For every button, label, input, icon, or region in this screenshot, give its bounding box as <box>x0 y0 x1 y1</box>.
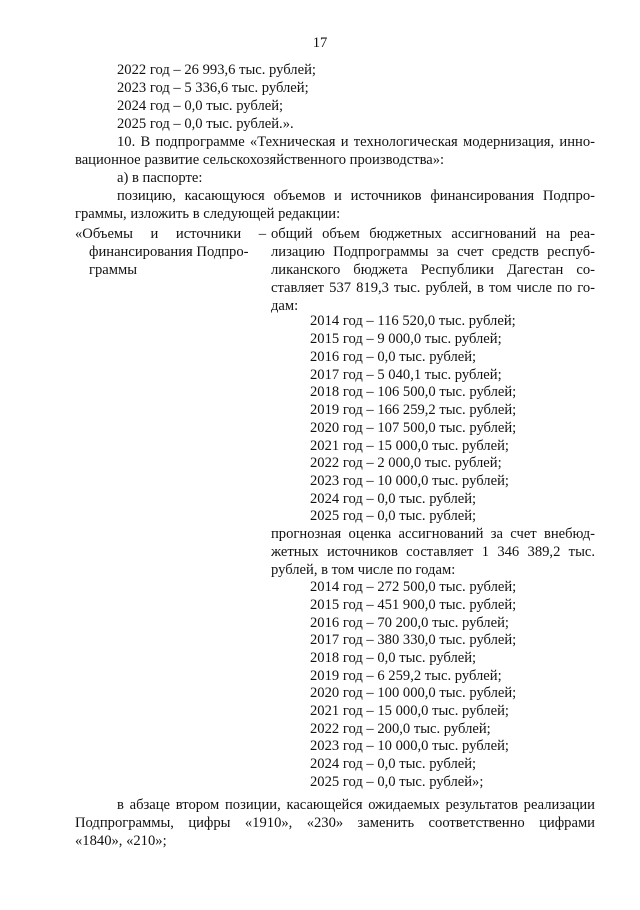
budget-year: 2023 год – 10 000,0 тыс. рублей; <box>310 473 509 489</box>
extra-year: 2017 год – 380 330,0 тыс. рублей; <box>310 632 517 648</box>
extra-year: 2019 год – 6 259,2 тыс. рублей; <box>310 668 502 684</box>
extra-line: прогнозная оценка ассигнований за счет внебюд- <box>271 526 595 542</box>
budget-year: 2019 год – 166 259,2 тыс. рублей; <box>310 402 517 418</box>
budget-line: ликанского бюджета Республики Дагестан со- <box>271 262 595 278</box>
budget-line: ставляет 537 819,3 тыс. рублей, в том числе по го- <box>271 280 595 296</box>
item10-line1: 10. В подпрограмме «Техническая и технологическая модернизация, инно- <box>117 134 595 150</box>
intro-line: 2023 год – 5 336,6 тыс. рублей; <box>117 80 309 96</box>
left-col-line2: финансирования Подпро- <box>89 244 249 260</box>
final-line1: в абзаце втором позиции, касающейся ожидаемых результатов реализации <box>117 797 595 813</box>
budget-year: 2015 год – 9 000,0 тыс. рублей; <box>310 331 502 347</box>
extra-year: 2014 год – 272 500,0 тыс. рублей; <box>310 579 517 595</box>
extra-year: 2023 год – 10 000,0 тыс. рублей; <box>310 738 509 754</box>
extra-year: 2024 год – 0,0 тыс. рублей; <box>310 756 477 772</box>
budget-year: 2020 год – 107 500,0 тыс. рублей; <box>310 420 517 436</box>
extra-line-last: рублей, в том числе по годам: <box>271 562 456 578</box>
budget-year: 2022 год – 2 000,0 тыс. рублей; <box>310 455 502 471</box>
budget-year: 2021 год – 15 000,0 тыс. рублей; <box>310 438 509 454</box>
position-line1: позицию, касающуюся объемов и источников финансирования Подпро- <box>117 188 595 204</box>
budget-year: 2018 год – 106 500,0 тыс. рублей; <box>310 384 517 400</box>
budget-year: 2016 год – 0,0 тыс. рублей; <box>310 349 477 365</box>
extra-line: жетных источников составляет 1 346 389,2 тыс. <box>271 544 595 560</box>
extra-year: 2020 год – 100 000,0 тыс. рублей; <box>310 685 517 701</box>
page-number: 17 <box>312 35 328 51</box>
budget-year: 2017 год – 5 040,1 тыс. рублей; <box>310 367 502 383</box>
extra-year: 2018 год – 0,0 тыс. рублей; <box>310 650 477 666</box>
intro-line: 2025 год – 0,0 тыс. рублей.». <box>117 116 294 132</box>
budget-year: 2024 год – 0,0 тыс. рублей; <box>310 491 477 507</box>
budget-line: общий объем бюджетных ассигнований на реа- <box>271 226 595 242</box>
extra-year: 2015 год – 451 900,0 тыс. рублей; <box>310 597 517 613</box>
budget-year: 2025 год – 0,0 тыс. рублей; <box>310 508 477 524</box>
position-line2: граммы, изложить в следующей редакции: <box>75 206 341 222</box>
left-col-line1: «Объемы и источники – <box>75 226 266 242</box>
final-line2: Подпрограммы, цифры «1910», «230» заменить соответственно цифрами <box>75 815 595 831</box>
extra-year: 2021 год – 15 000,0 тыс. рублей; <box>310 703 509 719</box>
budget-year: 2014 год – 116 520,0 тыс. рублей; <box>310 313 516 329</box>
final-line3: «1840», «210»; <box>75 833 167 849</box>
extra-year: 2016 год – 70 200,0 тыс. рублей; <box>310 615 509 631</box>
item10-line2: вационное развитие сельскохозяйственного производства»: <box>75 152 445 168</box>
intro-line: 2022 год – 26 993,6 тыс. рублей; <box>117 62 316 78</box>
budget-line-last: дам: <box>271 298 299 314</box>
sub-item-a: а) в паспорте: <box>117 170 203 186</box>
extra-year: 2022 год – 200,0 тыс. рублей; <box>310 721 491 737</box>
intro-line: 2024 год – 0,0 тыс. рублей; <box>117 98 284 114</box>
left-col-line3: граммы <box>89 262 138 278</box>
budget-line: лизацию Подпрограммы за счет средств респуб- <box>271 244 595 260</box>
extra-year: 2025 год – 0,0 тыс. рублей»; <box>310 774 484 790</box>
